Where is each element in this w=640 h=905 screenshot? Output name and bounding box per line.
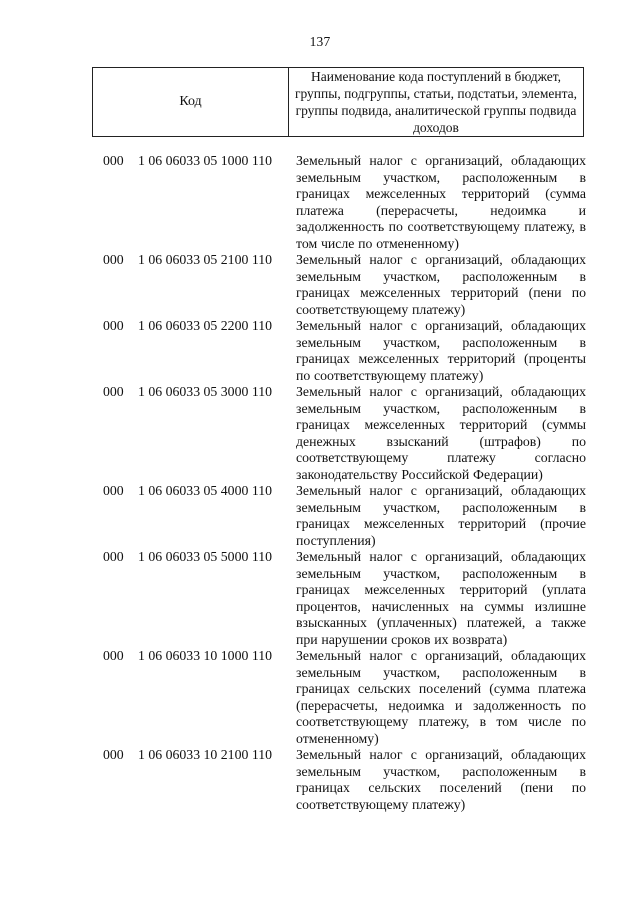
row-description: Земельный налог с организаций, обладающих земельным участком, расположенным в границах межселенных территорий (сумма платежа (перерасчеты, недоимка и задолженность по соответствующему платежу, в том числе по отмененному) — [296, 153, 586, 251]
table-row — [0, 648, 640, 747]
row-admin-code: 000 — [103, 252, 124, 267]
table-row — [0, 384, 640, 483]
row-admin-code: 000 — [103, 384, 124, 399]
row-income-code: 1 06 06033 05 4000 110 — [138, 483, 273, 498]
table-header — [92, 67, 584, 137]
table-row — [0, 252, 640, 318]
row-description: Земельный налог с организаций, обладающих земельным участком, расположенным в границах сельских поселений (сумма платежа (перерасчеты, недоимка и задолженность по соответствующему платежу, в том числе по отмененному) — [296, 648, 586, 746]
row-income-code: 1 06 06033 05 5000 110 — [138, 549, 273, 564]
row-income-code: 1 06 06033 05 1000 110 — [138, 153, 273, 168]
row-admin-code: 000 — [103, 648, 124, 663]
row-admin-code: 000 — [103, 483, 124, 498]
income-codes-list — [0, 153, 640, 813]
row-income-code: 1 06 06033 05 3000 110 — [138, 384, 273, 399]
row-description: Земельный налог с организаций, обладающих земельным участком, расположенным в границах сельских поселений (пени по соответствующему платежу) — [296, 747, 586, 812]
header-name-column: Наименование кода поступлений в бюджет, группы, подгруппы, статьи, подстатьи, элемента, группы подвида, аналитической группы подвида доходов — [294, 69, 578, 135]
table-row — [0, 747, 640, 813]
page-number: 137 — [309, 34, 331, 49]
table-row — [0, 549, 640, 648]
row-description: Земельный налог с организаций, обладающих земельным участком, расположенным в границах межселенных территорий (проценты по соответствующему платежу) — [296, 318, 586, 383]
row-income-code: 1 06 06033 05 2100 110 — [138, 252, 273, 267]
row-income-code: 1 06 06033 10 2100 110 — [138, 747, 273, 762]
row-income-code: 1 06 06033 05 2200 110 — [138, 318, 273, 333]
table-row — [0, 483, 640, 549]
table-row — [0, 318, 640, 384]
row-admin-code: 000 — [103, 747, 124, 762]
row-admin-code: 000 — [103, 549, 124, 564]
row-admin-code: 000 — [103, 318, 124, 333]
header-code-column: Код — [93, 68, 289, 136]
row-admin-code: 000 — [103, 153, 124, 168]
row-income-code: 1 06 06033 10 1000 110 — [138, 648, 273, 663]
table-row — [0, 153, 640, 252]
row-description: Земельный налог с организаций, обладающих земельным участком, расположенным в границах межселенных территорий (суммы денежных взысканий (штрафов) по соответствующему платежу согласно законодательству Российской Федерации) — [296, 384, 586, 482]
row-description: Земельный налог с организаций, обладающих земельным участком, расположенным в границах межселенных территорий (уплата процентов, начисленных на суммы излишне взысканных (уплаченных) платежей, а также при нарушении сроков их возврата) — [296, 549, 586, 647]
row-description: Земельный налог с организаций, обладающих земельным участком, расположенным в границах межселенных территорий (пени по соответствующему платежу) — [296, 252, 586, 317]
row-description: Земельный налог с организаций, обладающих земельным участком, расположенным в границах межселенных территорий (прочие поступления) — [296, 483, 586, 548]
